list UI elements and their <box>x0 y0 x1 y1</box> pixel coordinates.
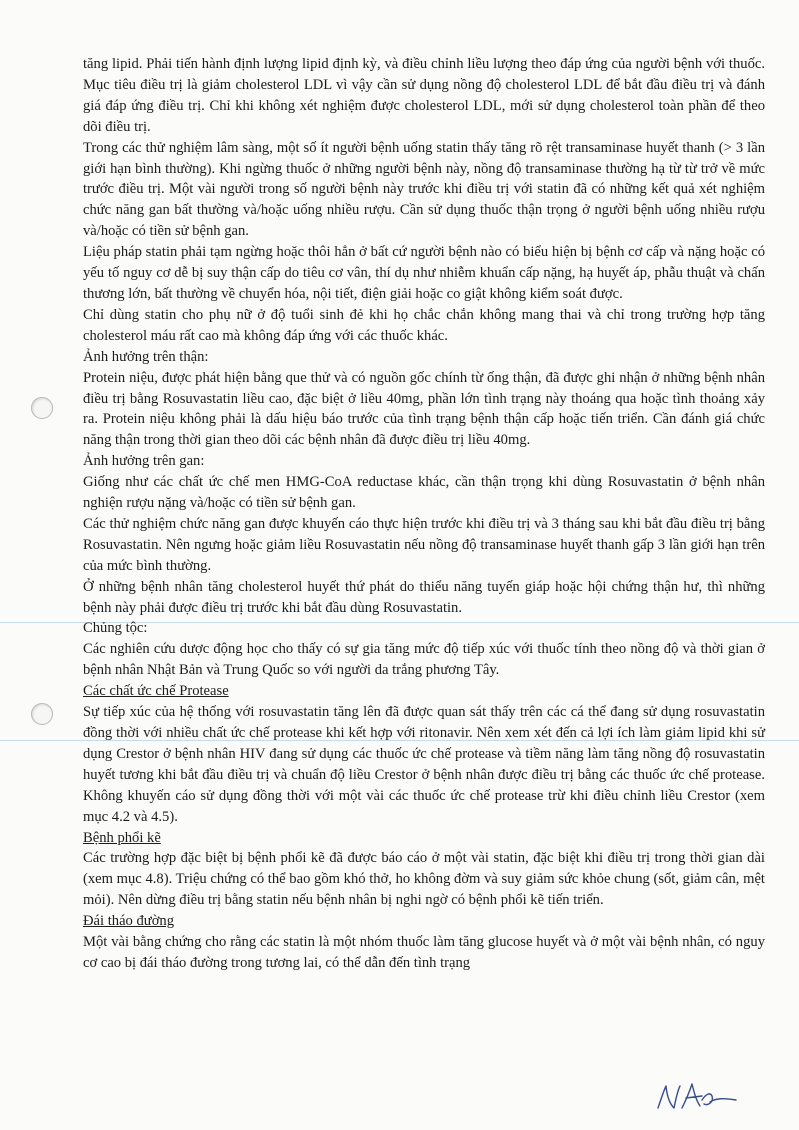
underlined-heading: Bệnh phổi kẽ <box>83 829 161 846</box>
punch-hole <box>31 703 53 725</box>
paragraph: Giống như các chất ức chế men HMG-CoA reductase khác, cần thận trọng khi dùng Rosuvastatin ở bệnh nhân nghiện rượu nặng và/hoặc có tiền sử bệnh gan. <box>83 474 765 512</box>
paragraph: Ở những bệnh nhân tăng cholesterol huyết thứ phát do thiểu năng tuyến giáp hoặc hội chứng thận hư, thì những bệnh này phải được điều trị trước khi bắt đầu dùng Rosuvastatin. <box>83 578 765 616</box>
paragraph: Sự tiếp xúc của hệ thống với rosuvastatin tăng lên đã được quan sát thấy trên các cá thể đang sử dụng rosuvastatin đồng thời với nhiều chất ức chế protease khi kết hợp với ritonavir. Nên xem xét đến cả lợi ích làm giảm lipid khi sử dụng Crestor ở bệnh nhân HIV đang sử dụng các thuốc ức chế protease và tiềm năng làm tăng nồng độ rosuvastatin huyết tương khi bắt đầu điều trị và chuẩn độ liều Crestor ở bệnh nhân được điều trị bằng các thuốc ức chế protease. Không khuyến cáo sử dụng đồng thời với một vài các thuốc ức chế protease trừ khi điều chỉnh liều Crestor (xem mục 4.2 và 4.5). <box>83 704 765 825</box>
section-heading: Chủng tộc: <box>83 620 148 637</box>
handwritten-initials <box>652 1078 742 1118</box>
paragraph: Các thử nghiệm chức năng gan được khuyến cáo thực hiện trước khi điều trị và 3 tháng sau khi bắt đầu điều trị bằng Rosuvastatin. Nên ngưng hoặc giảm liều Rosuvastatin nếu nồng độ transaminase huyết thanh gấp 3 lần giới hạn trên của mức bình thường. <box>83 515 765 574</box>
paragraph: Liệu pháp statin phải tạm ngừng hoặc thôi hẳn ở bất cứ người bệnh nào có biểu hiện bị bệnh cơ cấp và nặng hoặc có yếu tố nguy cơ dễ bị suy thận cấp do tiêu cơ vân, thí dụ như nhiễm khuẩn cấp nặng, hạ huyết áp, phẫu thuật và chấn thương lớn, bất thường về chuyển hóa, nội tiết, điện giải hoặc co giật không kiểm soát được. <box>83 244 765 302</box>
document-body <box>83 54 765 974</box>
paragraph: Trong các thử nghiệm lâm sàng, một số ít người bệnh uống statin thấy tăng rõ rệt transaminase huyết thanh (> 3 lần giới hạn bình thường). Khi ngừng thuốc ở những người bệnh này, nồng độ transaminase thường hạ từ từ trở về mức trước điều trị. Một vài người trong số người bệnh này trước khi điều trị với statin đã có những kết quả xét nghiệm chức năng gan bất thường và/hoặc uống nhiều rượu. Cần sử dụng thuốc thận trọng ở người bệnh uống nhiều rượu và/hoặc có tiền sử bệnh gan. <box>83 139 765 240</box>
underlined-heading: Các chất ức chế Protease <box>83 683 229 700</box>
section-heading: Ảnh hưởng trên thận: <box>83 348 209 365</box>
punch-hole <box>31 397 53 419</box>
paragraph: tăng lipid. Phải tiến hành định lượng lipid định kỳ, và điều chỉnh liều lượng theo đáp ứng của người bệnh với thuốc. Mục tiêu điều trị là giảm cholesterol LDL vì vậy cần sử dụng nồng độ cholesterol LDL để bắt đầu điều trị và đánh giá đáp ứng điều trị. Chỉ khi không xét nghiệm được cholesterol LDL, mới sử dụng cholesterol toàn phần để theo dõi điều trị. <box>83 56 765 135</box>
paragraph: Các nghiên cứu dược động học cho thấy có sự gia tăng mức độ tiếp xúc với thuốc tính theo nồng độ và thời gian ở bệnh nhân Nhật Bản và Trung Quốc so với người da trắng phương Tây. <box>83 641 765 679</box>
paragraph: Chỉ dùng statin cho phụ nữ ở độ tuổi sinh đẻ khi họ chắc chắn không mang thai và chỉ trong trường hợp tăng cholesterol máu rất cao mà không đáp ứng với các thuốc khác. <box>83 306 765 344</box>
paragraph: Một vài bằng chứng cho rằng các statin là một nhóm thuốc làm tăng glucose huyết và ở một vài bệnh nhân, có nguy cơ cao bị đái tháo đường trong tương lai, có thể dẫn đến tình trạng <box>83 934 765 971</box>
paragraph: Các trường hợp đặc biệt bị bệnh phổi kẽ đã được báo cáo ở một vài statin, đặc biệt khi điều trị trong thời gian dài (xem mục 4.8). Triệu chứng có thể bao gồm khó thở, ho không đờm và suy giảm sức khỏe chung (sốt, giảm cân, mệt mỏi). Nên dừng điều trị bằng statin nếu bệnh nhân bị nghi ngờ có bệnh phổi kẽ tiến triển. <box>83 850 765 909</box>
section-heading: Ảnh hưởng trên gan: <box>83 453 205 470</box>
underlined-heading: Đái tháo đường <box>83 913 175 930</box>
paragraph: Protein niệu, được phát hiện bằng que thử và có nguồn gốc chính từ ống thận, đã được ghi nhận ở những bệnh nhân điều trị bằng Rosuvastatin liều cao, đặc biệt ở liều 40mg, phần lớn tình trạng này thoáng qua hoặc tình thoảng xảy ra. Protein niệu không phải là dấu hiệu báo trước của tình trạng bệnh thận cấp hoặc tiến triển. Cần đánh giá chức năng thận trong thời gian theo dõi các bệnh nhân đã được điều trị liều 40mg. <box>83 369 765 449</box>
